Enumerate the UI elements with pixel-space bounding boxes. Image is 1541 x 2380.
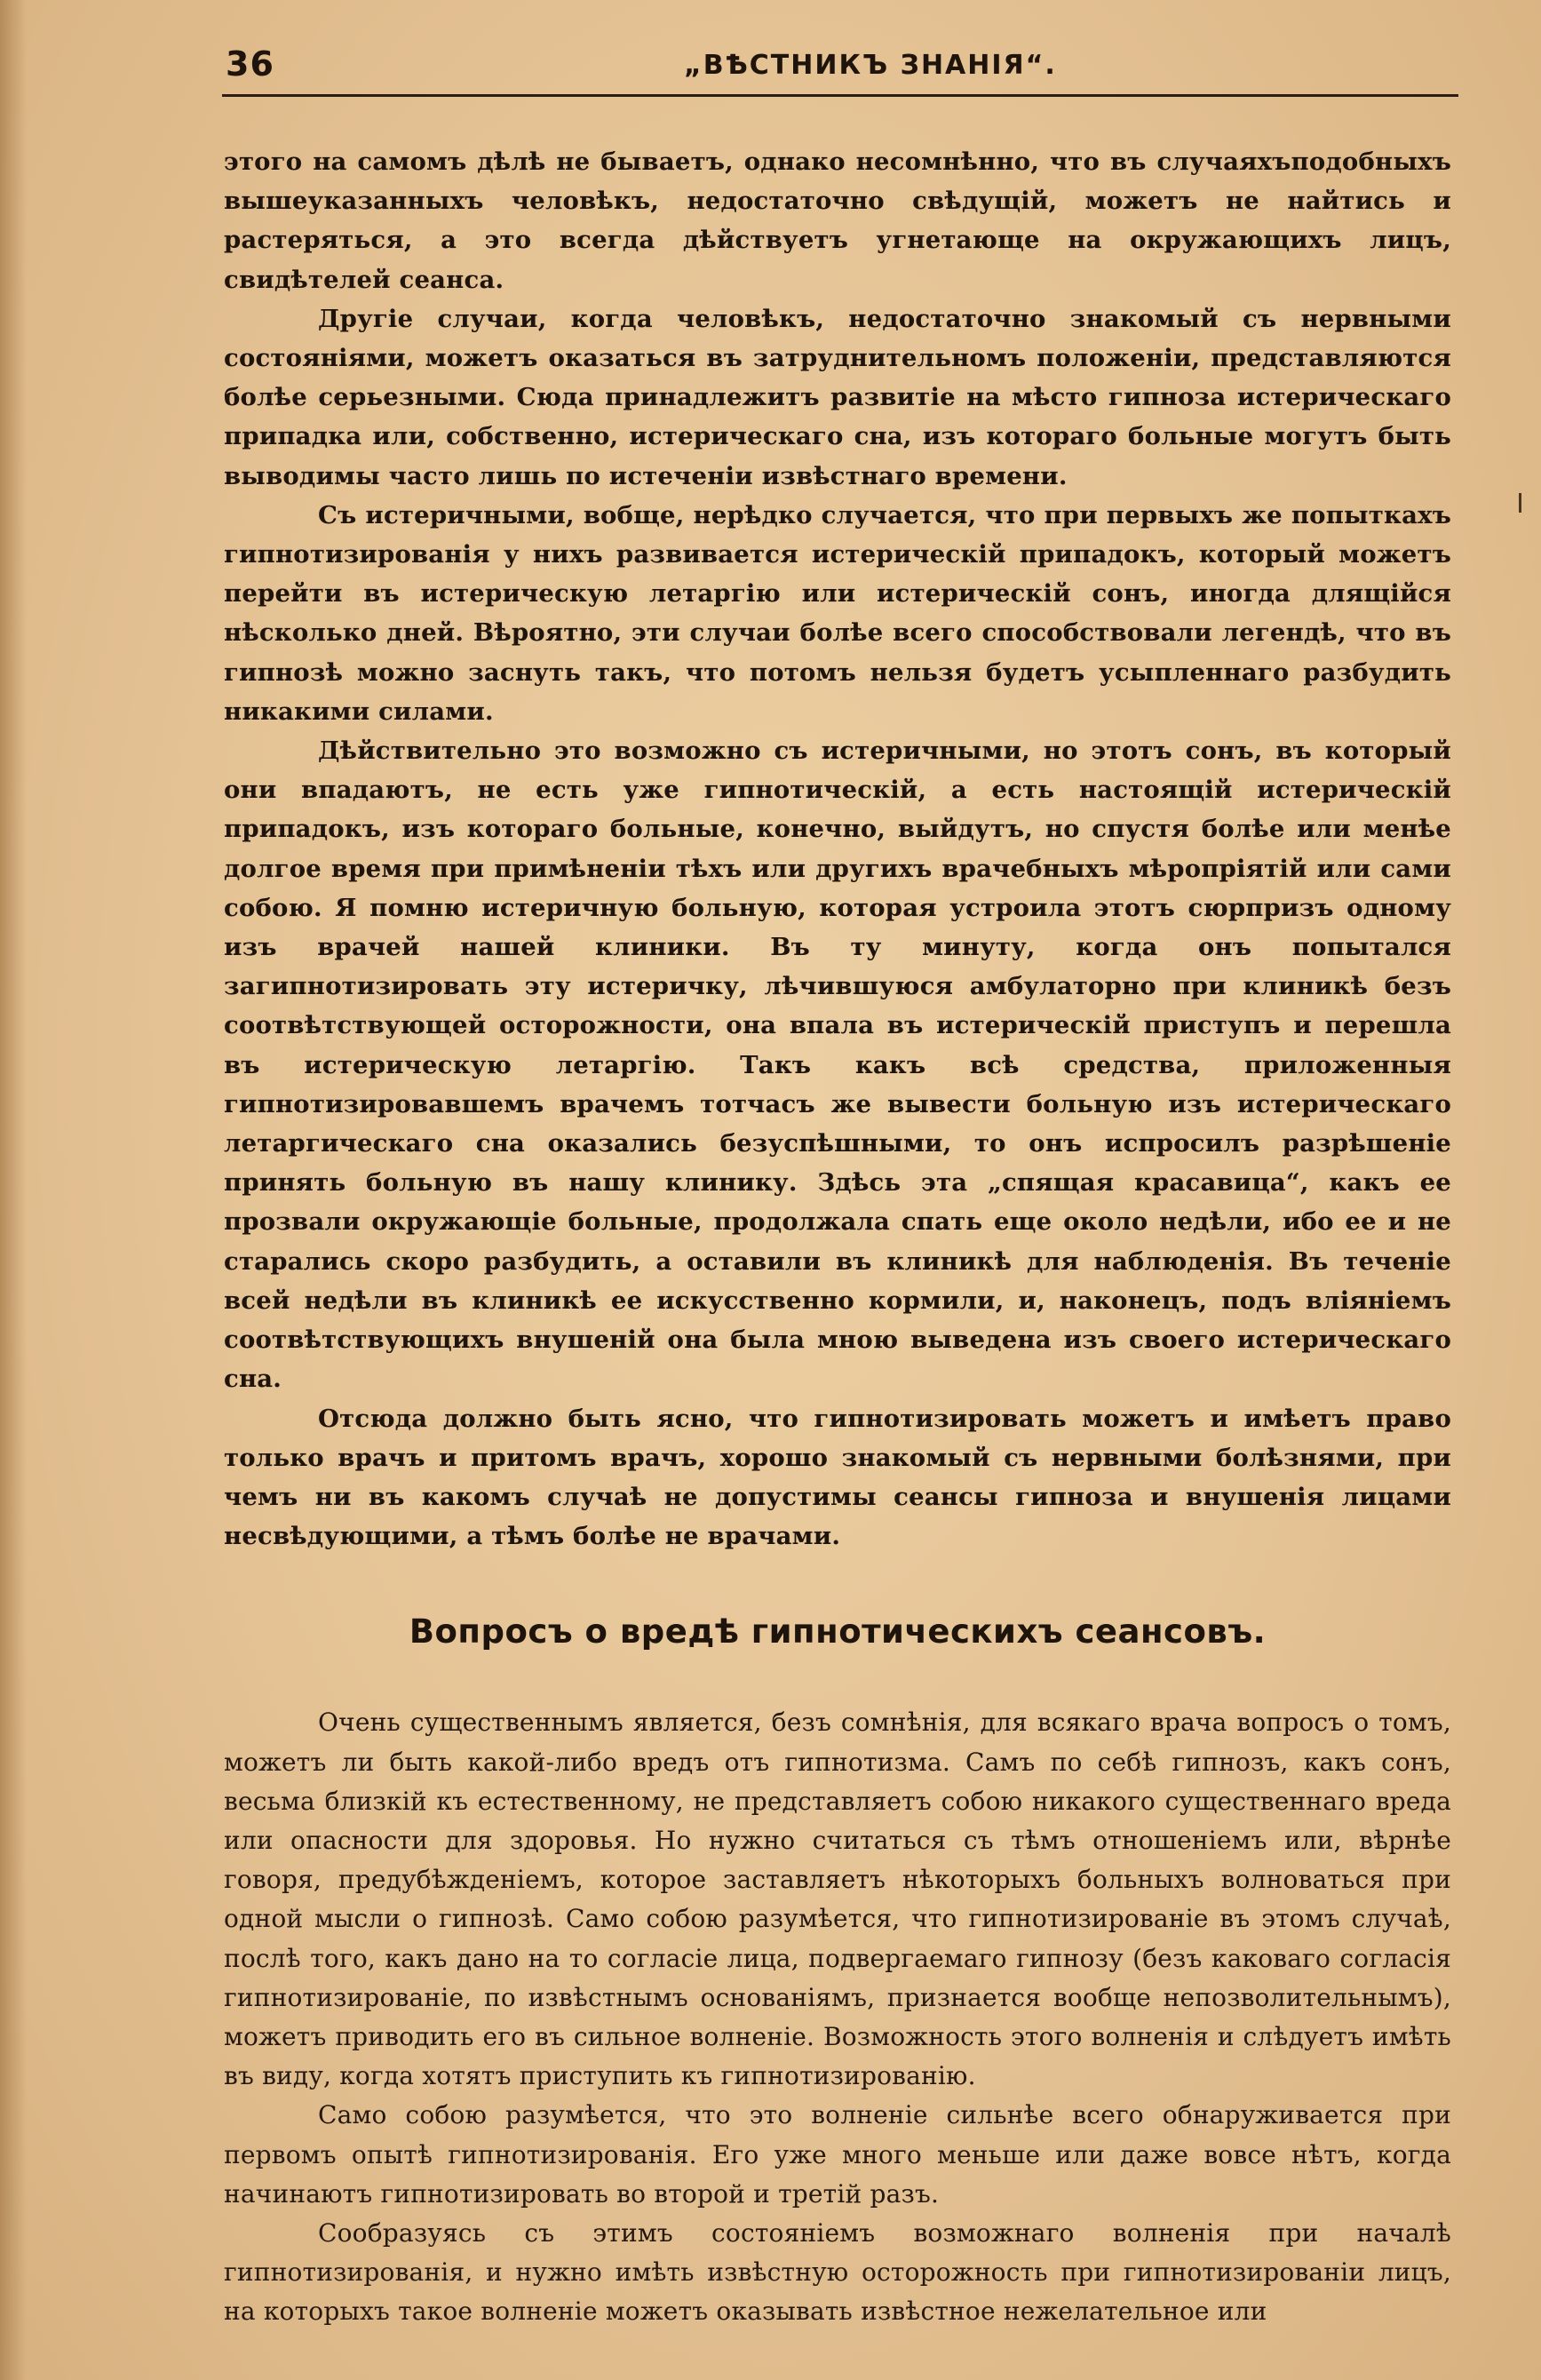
page-number: 36 — [226, 44, 274, 84]
page-edge-shadow — [0, 0, 27, 2380]
section-heading: Вопросъ о вредѣ гипнотическихъ сеансовъ. — [409, 1612, 1267, 1652]
paragraph: Отсюда должно быть ясно, что гипнотизировать можетъ и имѣетъ право только врачъ и притомъ врачъ, хорошо знакомый съ нервными болѣзнями, при чемъ ни въ какомъ случаѣ не допустимы сеансы гипноза и внушенія лицами несвѣдующими, а тѣмъ болѣе не врачами. — [224, 1404, 1451, 1551]
paragraph: этого на самомъ дѣлѣ не бываетъ, однако несомнѣнно, что въ случаяхъподобныхъ вышеуказанныхъ человѣкъ, недостаточно свѣдущій, можетъ не найтись и растеряться, а это всегда дѣйствуетъ угнетающе на окружающихъ лицъ, свидѣтелей сеанса. — [224, 147, 1451, 294]
running-title: „ВѢСТНИКЪ ЗНАНІЯ“. — [684, 50, 1057, 81]
section-body — [224, 1703, 1451, 2331]
paragraph: Дѣйствительно это возможно съ истеричными, но этотъ сонъ, въ который они впадаютъ, не есть уже гипнотическій, а есть настоящій истерическій припадокъ, изъ котораго больные, конечно, выйдутъ, но спустя болѣе или менѣе долгое время при примѣненіи тѣхъ или другихъ врачебныхъ мѣропріятій или сами собою. Я помню истеричную больную, которая устроила этотъ сюрпризъ одному изъ врачей нашей клиники. Въ ту минуту, когда онъ попытался загипнотизировать эту истеричку, лѣчившуюся амбулаторно при клиникѣ безъ соотвѣтствующей осторожности, она впала въ истерическій приступъ и перешла въ истерическую летаргію. Такъ какъ всѣ средства, приложенныя гипнотизировавшемъ врачемъ тотчасъ же вывести больную изъ истерическаго летаргическаго сна оказались безуспѣшными, то онъ испросилъ разрѣшеніе принять больную въ нашу клинику. Здѣсь эта „спящая красавица“, какъ ее прозвали окружающіе больные, продолжала спать еще около недѣли, ибо ее и не старались скоро разбудить, а оставили въ клиникѣ для наблюденія. Въ теченіе всей недѣли въ клиникѣ ее искусственно кормили, и, наконецъ, подъ вліяніемъ соотвѣтствующихъ внушеній она была мною выведена изъ своего истерическаго сна. — [224, 736, 1451, 1394]
margin-mark — [1519, 493, 1521, 513]
paragraph: Сообразуясь съ этимъ состояніемъ возможнаго волненія при началѣ гипнотизированія, и нужно имѣть извѣстную осторожность при гипнотизированіи лицъ, на которыхъ такое волненіе можетъ оказывать извѣстное нежелательное или — [224, 2217, 1451, 2327]
article-body — [224, 142, 1451, 2332]
paragraph: Само собою разумѣется, что это волненіе сильнѣе всего обнаруживается при первомъ опытѣ гипнотизированія. Его уже много меньше или даже вовсе нѣтъ, когда начинаютъ гипнотизировать во второй и третій разъ. — [224, 2100, 1451, 2209]
page-header — [222, 43, 1458, 97]
paragraph: Другіе случаи, когда человѣкъ, недостаточно знакомый съ нервными состояніями, можетъ оказаться въ затруднительномъ положеніи, представляются болѣе серьезными. Сюда принадлежитъ развитіе на мѣсто гипноза истерическаго припадка или, собственно, истерическаго сна, изъ котораго больные могутъ быть выводимы часто лишь по истеченіи извѣстнаго времени. — [224, 304, 1451, 490]
paragraph: Съ истеричными, вобще, нерѣдко случается, что при первыхъ же попыткахъ гипнотизированія у нихъ развивается истерическій припадокъ, который можетъ перейти въ истерическую летаргію или истерическій сонъ, иногда длящійся нѣсколько дней. Вѣроятно, эти случаи болѣе всего способствовали легендѣ, что въ гипнозѣ можно заснуть такъ, что потомъ нельзя будетъ усыпленнаго разбудить никакими силами. — [224, 500, 1451, 726]
paragraph: Очень существеннымъ является, безъ сомнѣнія, для всякаго врача вопросъ о томъ, можетъ ли быть какой-либо вредъ отъ гипнотизма. Самъ по себѣ гипнозъ, какъ сонъ, весьма близкій къ естественному, не представляетъ собою никакого существеннаго вреда или опасности для здоровья. Но нужно считаться съ тѣмъ отношеніемъ или, вѣрнѣе говоря, предубѣжденіемъ, которое заставляетъ нѣкоторыхъ больныхъ волноваться при одной мысли о гипнозѣ. Само собою разумѣется, что гипнотизированіе въ этомъ случаѣ, послѣ того, какъ дано на то согласіе лица, подвергаемаго гипнозу (безъ каковаго согласія гипнотизированіе, по извѣстнымъ основаніямъ, признается вообще непозволительнымъ), можетъ приводить его въ сильное волненіе. Возможность этого волненія и слѣдуетъ имѣть въ виду, когда хотятъ приступить къ гипнотизированію. — [224, 1707, 1451, 2091]
